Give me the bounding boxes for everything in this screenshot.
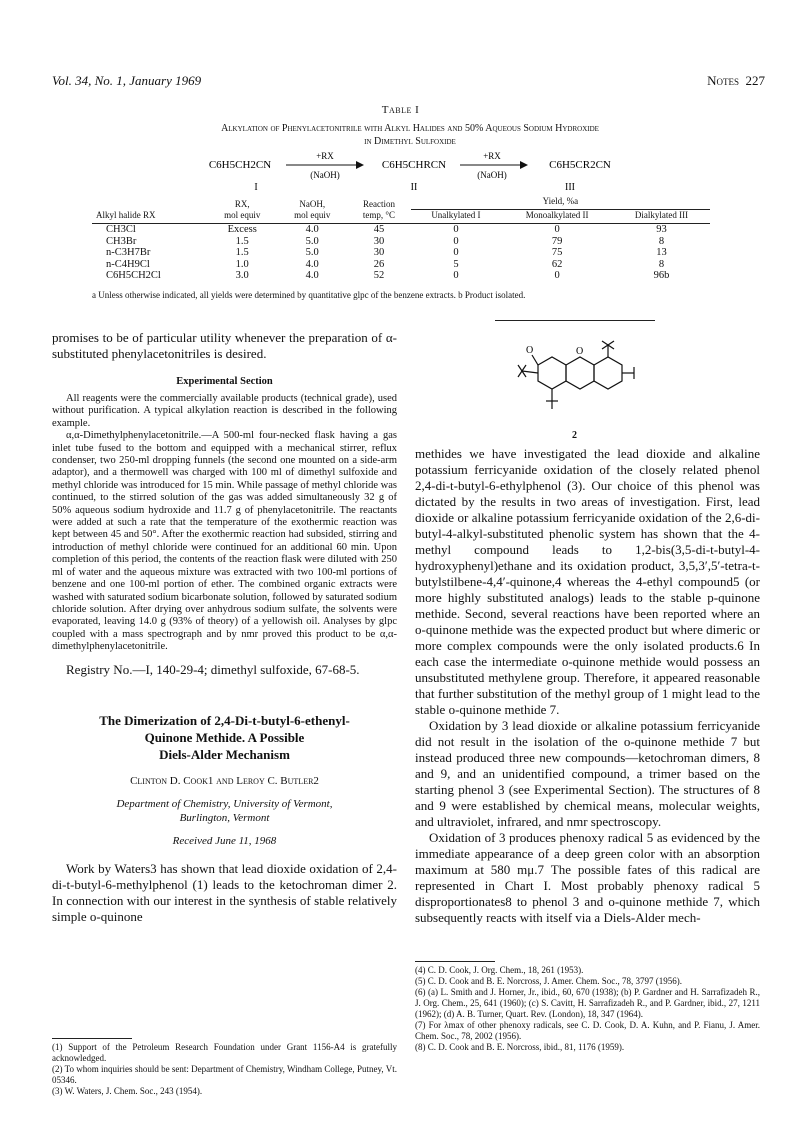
table-body [92,224,710,282]
footnote-1: (1) Support of the Petroleum Research Foundation under Grant 1156-A4 is gratefully acknowledged. [52,1042,397,1063]
table-row [92,270,710,282]
cell-temp: 26 [373,258,385,270]
author-affiliation [52,797,397,825]
cell-unalk: 0 [453,224,459,235]
cell-rx: CH3Br [106,235,137,247]
experimental-paragraph-2: α,α-Dimethylphenylacetonitrile.—A 500-ml four-necked flask having a gas inlet tube fused to the bottom and equipped with a mechanical stirrer, reflux condenser, two 250-ml dropping funnels (the second one mounted on a side-arm adaptor), and a thermowell was charged with 100 ml of dimethyl sulfoxide and methyl chloride was introduced for 15 min. While passage of methyl chloride was continued, to the stirred solution of the gas was added simultaneously 32 g of 50% aqueous sodium hydroxide and 11.7 g of phenylacetonitrile. The reactants were added at such a rate that the temperature of the exothermic reaction was kept between 45 and 50°. After the exothermic reaction had subsided, stirring and introduction of methyl chloride were continued for an additional 60 min. Upon completion of this period, the contents of the reaction flask were diluted with 250 ml of water and the aqueous mixture was extracted with two 100-ml portions of benzene and one 100-ml portion of ether. The combined organic extracts were washed with saturated sodium bicarbonate solution, followed by saturated sodium chloride solution. After drying over anhydrous sodium sulfate, the solvents were evaporated, leaving 14.0 g (93% of theory) of a yellowish oil. Analyses by glpc coupled with a mass spectrograph and by nmr proved this product to be α,α-dimethylphenylacetonitrile. [52,430,397,653]
affiliation-line-2: Burlington, Vermont [179,811,270,824]
scheme-compound-II: C6H5CHRCN [381,159,447,171]
scheme-arrowhead-1 [356,161,364,169]
cell-temp: 45 [373,224,385,235]
cell-equiv: 1.5 [235,235,249,247]
experimental-paragraph-1: All reagents were the commercially available products (technical grade), used without purification. A typical alkylation reaction is described in the following example. [52,393,397,429]
continued-paragraph: promises to be of particular utility whenever the preparation of α-substituted phenylacetonitriles is desired. [52,330,397,361]
col-monoalkylated: Monoalkylated II [525,210,589,220]
table-row [92,236,710,248]
cell-unalk: 0 [453,235,459,247]
col-dialkylated: Dialkylated III [634,210,689,220]
right-paragraph-2: Oxidation by 3 lead dioxide or alkaline potassium ferricyanide did not result in the isolation of the o-quinone methide 7 but instead produced three new compounds—ketochroman dimers, 8 and 9, and an unidentified compound, a trimer based on the starting phenol 3 (see Experimental Section). The structures of 8 and 9 were established by chemical means, molecular weights, and ultraviolet, infrared, and nmr spectroscopy. [415,718,760,829]
scheme-label-III: III [565,182,575,193]
cell-mono: 79 [551,235,563,247]
cell-rx: C6H5CH2Cl [106,270,161,281]
cell-rx: n-C4H9Cl [106,258,150,270]
affiliation-line-1: Department of Chemistry, University of Vermont, [116,797,333,810]
ketochroman-dimer-structure [510,335,640,425]
scheme-reagent-1: +RX [316,151,334,161]
table-row [92,247,710,259]
cell-rx: n-C3H7Br [106,247,151,258]
cell-mono: 62 [551,258,563,270]
cell-naoh: 5.0 [305,235,319,247]
cell-equiv: Excess [227,224,257,235]
footnote-7: (7) For λmax of other phenoxy radicals, see C. D. Cook, D. A. Kuhn, and P. Fianu, J. Amer. Chem. Soc., 78, 2002 (1956). [415,1020,760,1041]
footnote-5: (5) C. D. Cook and B. E. Norcross, J. Amer. Chem. Soc., 78, 3797 (1956). [415,976,682,986]
left-column [52,330,397,925]
article-title [52,712,397,763]
table-row [92,224,710,236]
cell-naoh: 5.0 [305,247,319,258]
table-caption [150,122,670,148]
footnote-rule-right [415,961,495,962]
col-yield-group: Yield, %a [411,196,710,210]
compound-label-2: 2 [572,430,577,441]
cell-equiv: 1.0 [235,258,249,270]
cell-di: 8 [658,235,665,247]
scheme-condition-2: (NaOH) [477,170,507,180]
cell-naoh: 4.0 [305,258,319,270]
scheme-arrowhead-2 [520,161,528,169]
article-title-line-3: Diels-Alder Mechanism [159,746,290,762]
cell-di: 93 [656,224,667,235]
carbonyl-oxygen-symbol: O [526,345,534,356]
footnote-4: (4) C. D. Cook, J. Org. Chem., 18, 261 (1953). [415,965,584,975]
right-column [415,446,760,926]
alkylation-table [92,196,710,282]
footnote-2: (2) To whom inquiries should be sent: Department of Chemistry, Windham College, Putney, Vt. 05346. [52,1064,397,1085]
scheme-label-I: I [254,182,258,193]
footnote-6: (6) (a) L. Smith and J. Horner, Jr., ibid., 60, 670 (1938); (b) P. Gardner and H. Sarrafizadeh R., J. Org. Chem., 25, 641 (1960); (c) S. Cavitt, H. Sarrafizadeh R., and P. Gardner, ibid., 27, 1211 (1962); (d) A. B. Turner, Quart. Rev. (London), 18, 347 (1964). [415,987,760,1019]
left-footnotes [52,1042,397,1097]
cell-rx: CH3Cl [106,224,136,235]
scheme-condition-1: (NaOH) [310,170,340,180]
footnote-rule-left [52,1038,132,1039]
article-authors: Clinton D. Cook1 and Leroy C. Butler2 [130,774,319,787]
scheme-reagent-2: +RX [483,151,501,161]
cell-mono: 0 [554,270,560,281]
page-number: 227 [745,73,765,88]
registry-numbers: Registry No.—I, 140-29-4; dimethyl sulfoxide, 67-68-5. [66,661,360,677]
table-caption-line-1: Alkylation of Phenylacetonitrile with Alkyl Halides and 50% Aqueous Sodium Hydroxide [221,123,599,134]
col-unalkylated: Unalkylated I [431,210,481,220]
received-date: Received June 11, 1968 [172,834,277,847]
scheme-compound-I: C6H5CH2CN [208,159,272,171]
footnote-3: (3) W. Waters, J. Chem. Soc., 243 (1954). [52,1086,203,1096]
cell-di: 8 [658,258,665,270]
article-title-line-2: Quinone Methide. A Possible [144,729,305,745]
cell-temp: 30 [373,247,385,258]
table-label: Table I [381,104,420,116]
scheme-compound-III: C6H5CR2CN [549,159,611,171]
cell-naoh: 4.0 [305,224,319,235]
col-naoh-equiv: NaOH, mol equiv [294,199,331,220]
divider-rule [495,320,655,321]
article-body-paragraph: Work by Waters3 has shown that lead dioxide oxidation of 2,4-di-t-butyl-6-methylphenol (1) leads to the ketochroman dimer 2. In connection with our interest in the synthesis of stable relatively simple o-quinone [52,860,397,924]
running-header-section [707,73,765,89]
cell-unalk: 5 [453,258,459,270]
cell-temp: 52 [373,270,385,281]
col-alkyl-halide: Alkyl halide RX [96,210,156,220]
right-paragraph-1: methides we have investigated the lead dioxide and alkaline potassium ferricyanide oxidation of the closely related phenol 2,4-di-t-butyl-6-ethylphenol (3). Our choice of this phenol was dictated by the results in two areas of investigation. First, lead dioxide or alkaline potassium ferricyanide oxidation of the 2,6-di-butyl-4-alkyl-substituted phenolic system has shown that the 4-methyl compound leads to 1,2-bis(3,5-di-t-butyl-4-hydroxyphenyl)ethane and its oxidation product, 3,5,3′,5′-tetra-t-butylstilbene-4,4′-quinone,4 whereas the 4-ethyl compound5 (or more highly substituted analogs) leads to the stable p-quinone methide. Second, several reactions have been reported where an o-quinone methide was the expected product but where dimeric or more complex compounds were the only isolated products.6 In each case the intermediate o-quinone methide would possess an unsubstituted methylene group. Therefore, it appeared reasonable that further substitution of the methyl group of 1 might lead to the stable o-quinone methide 7. [415,446,760,717]
cell-equiv: 1.5 [235,247,249,258]
footnote-8: (8) C. D. Cook and B. E. Norcross, ibid., 81, 1176 (1959). [415,1042,625,1052]
cell-di: 96b [653,270,670,281]
section-label: Notes [707,73,739,88]
scheme-label-II: II [410,182,418,193]
cell-mono: 0 [554,224,560,235]
cell-di: 13 [656,247,667,258]
experimental-heading: Experimental Section [176,376,273,387]
cell-mono: 75 [551,247,563,258]
cell-temp: 30 [373,235,385,247]
table-footnote: a Unless otherwise indicated, all yields were determined by quantitative glpc of the benzene extracts. b Product isolated. [92,290,526,300]
cell-naoh: 4.0 [305,270,319,281]
right-footnotes [415,965,760,1053]
cell-equiv: 3.0 [235,270,249,281]
cell-unalk: 0 [453,247,459,258]
running-header-volume: Vol. 34, No. 1, January 1969 [52,73,202,88]
article-title-line-1: The Dimerization of 2,4-Di-t-butyl-6-ethenyl- [99,712,350,728]
col-reaction-temp: Reaction temp, °C [362,199,395,220]
ring-oxygen-symbol: O [576,346,584,357]
right-paragraph-3: Oxidation of 3 produces phenoxy radical 5 as evidenced by the immediate appearance of a deep green color with an absorption maximum at 580 mμ.7 The possible fates of this radical are represented in Chart I. Most probably phenoxy radical 5 disproportionates8 to phenol 3 and o-quinone methide 7, which subsequently reacts with itself via a Diels-Alder mech- [415,830,760,925]
cell-unalk: 0 [453,270,459,281]
reaction-scheme [160,148,640,194]
col-rx-equiv: RX, mol equiv [224,199,261,220]
table-row [92,259,710,271]
table-caption-line-2: in Dimethyl Sulfoxide [364,136,456,147]
